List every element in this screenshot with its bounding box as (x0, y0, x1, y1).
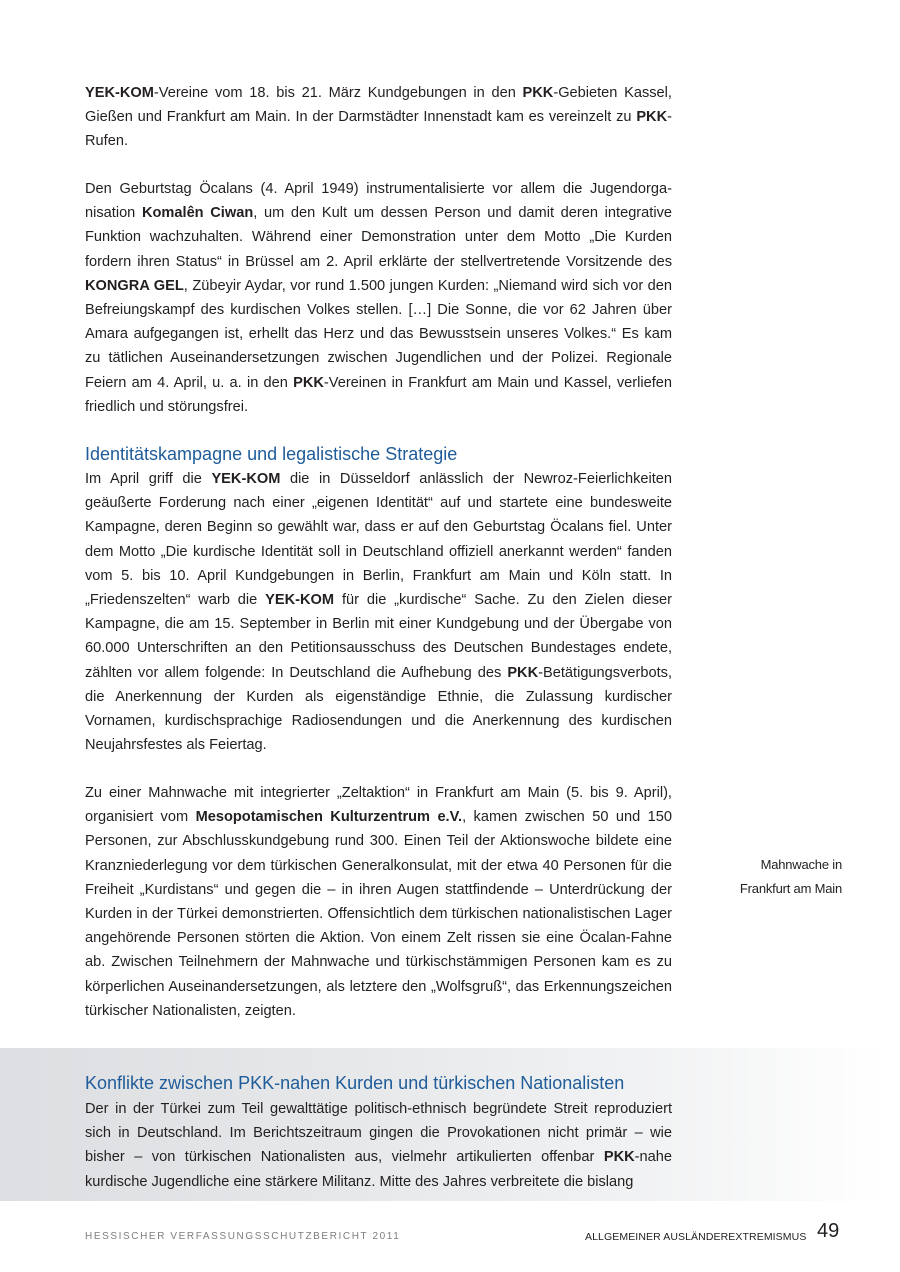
heading-identity-campaign: Identitätskampagne und legalistische Strategie (85, 444, 458, 464)
bold-term: PKK (603, 1149, 635, 1166)
text-run: -nahe kurdische Jugendliche eine stärkere Militanz. Mitte des Jahres verbreitete die bislang (85, 1149, 672, 1190)
bold-term: YEK-KOM (211, 471, 281, 487)
footer-section-title: ALLGEMEINER AUSLÄNDEREXTREMISMUS (585, 1231, 807, 1243)
text-run: für die „kurdische“ Sache. Zu den Zielen dieser Kampagne, die am 15. September in Berlin mit einer Kundgebung und der Übergabe von 60.000 Unterschriften an den Petitionsausschuss des Deutschen Bundestages endete, zählten vor allem folgende: In Deutschland die Aufhebung des (85, 592, 672, 681)
margin-note-line-2: Frankfurt am Main (739, 881, 842, 896)
paragraph-newroz-rallies (85, 81, 672, 154)
text-run: -Betätigungsverbots, die Anerkennung der Kurden als eigenständige Ethnie, die Zulassung kurdischer Vornamen, kurdischsprachige Radiosendungen und die Anerkennung des kurdischen Neujahrsfestes als Feiertag. (85, 664, 672, 754)
bold-term: PKK (636, 109, 668, 126)
text-run: -Gebieten Kassel, Gießen und Frankfurt am Main. In der Darmstädter Innenstadt kam es vereinzelt zu (85, 85, 672, 126)
margin-note-line-1: Mahnwache in (760, 857, 842, 872)
footer-report-title: HESSISCHER VERFASSUNGSSCHUTZBERICHT 2011 (85, 1231, 401, 1242)
bold-term: PKK (522, 85, 554, 101)
text-run: Der in der Türkei zum Teil gewalttätige politisch-ethnisch begründete Streit reproduziert sich in Deutschland. Im Berichtszeitraum gingen die Provokationen nicht primär – wie bisher – von türkischen Nationalisten aus, vielmehr artikulierten offenbar (85, 1101, 672, 1166)
page-number: 49 (817, 1220, 840, 1242)
bold-term: Mesopotamischen Kulturzentrum e.V. (195, 809, 463, 826)
paragraph-ocalan-birthday (85, 177, 672, 419)
text-run: , kamen zwischen 50 und 150 Personen, zur Abschlusskundgebung rund 300. Einen Teil der Aktionswoche bildete eine Kranzniederlegung vor dem türkischen Generalkonsulat, mit der etwa 40 Personen für die Freiheit „Kurdistans“ und gegen die – in ihren Augen stattfindende – Unterdrückung der Kurden in der Türkei demonstrierten. Offensichtlich dem türkischen nationalistischen Lager angehörende Personen störten die Aktion. Von einem Zelt rissen sie eine Öcalan-Fahne ab. Zwischen Teilnehmern der Mahnwache und türkischstämmigen Personen kam es zu körperlichen Auseinandersetzungen, als letztere den „Wolfsgruß“, das Erkennungszeichen türkischer Nationalisten, zeigten. (85, 809, 673, 1019)
text-run: Zu einer Mahnwache mit integrierter „Zeltaktion“ in Frankfurt am Main (5. bis 9. April), organisiert vom (85, 785, 672, 826)
bold-term: YEK-KOM (265, 592, 335, 609)
heading-conflicts: Konflikte zwischen PKK-nahen Kurden und türkischen Nationalisten (85, 1073, 625, 1093)
bold-term: PKK (507, 664, 539, 681)
text-run: die in Düsseldorf anlässlich der Newroz-Feierlichkeiten geäußerte Forderung nach einer „eigenen Identität“ auf und startete eine bundesweite Kampagne, deren Beginn so gewählt war, dass er auf den Geburtstag Öcalans fiel. Unter dem Motto „Die kurdische Identität soll in Deutschland offiziell anerkannt werden“ fanden vom 5. bis 10. April Kundgebungen in Berlin, Frankfurt am Main und Köln statt. In „Friedenszelten“ warb die (85, 471, 673, 609)
bold-term: Komalên Ciwan (141, 205, 254, 222)
paragraph-identity-campaign (85, 467, 672, 757)
text-run: Im April griff die (85, 471, 212, 487)
paragraph-conflicts (85, 1097, 672, 1194)
text-run: , Zübeyir Aydar, vor rund 1.500 jungen Kurden: „Niemand wird sich vor den Befreiungskampf des kurdischen Volkes stellen. […] Die Sonne, die vor 62 Jahren über Amara aufgegangen ist, erhellt das Herz und das Bewusstsein unseres Volkes.“ Es kam zu tätlichen Auseinandersetzungen zwischen Jugendlichen und der Polizei. Regionale Feiern am 4. April, u. a. in den (85, 277, 672, 391)
bold-term: PKK (293, 374, 324, 391)
margin-note (700, 853, 842, 901)
text-run: -Vereine vom 18. bis 21. März Kundgebungen in den (153, 85, 523, 101)
paragraph-vigil-frankfurt (85, 781, 672, 1023)
bold-term: KONGRA GEL (85, 277, 184, 294)
text-run: -Rufen. (85, 109, 672, 150)
bold-term: YEK-KOM (85, 85, 154, 101)
text-run: Den Geburtstag Öcalans (4. April 1949) instrumentalisierte vor allem die Jugendorganisation (85, 181, 672, 222)
text-run: , um den Kult um dessen Person und damit deren integrative Funktion wachzuhalten. Während einer Demonstration unter dem Motto „Die Kurden fordern ihren Status“ in Brüssel am 2. April erklärte der stellvertretende Vorsitzende des (85, 205, 672, 270)
text-run: -Vereinen in Frankfurt am Main und Kassel, verliefen friedlich und störungsfrei. (85, 374, 672, 415)
